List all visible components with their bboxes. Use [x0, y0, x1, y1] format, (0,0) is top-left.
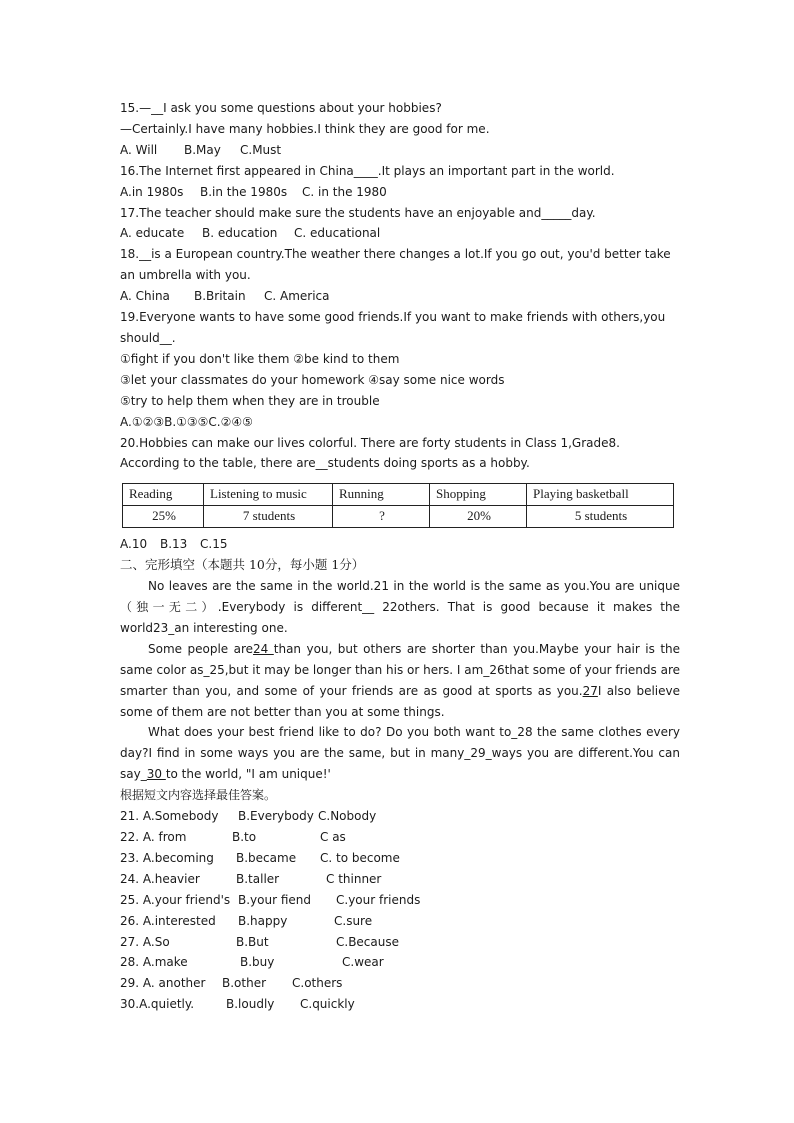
table-cell: 20% [430, 506, 527, 528]
cloze-option-row [120, 806, 680, 827]
cloze-option-row [120, 952, 680, 973]
question-20-line-2: According to the table, there are__students doing sports as a hobby. [120, 456, 530, 471]
option-c: C.Because [336, 934, 399, 949]
passage-text: I also believe some of them are not better than you at some things. [120, 683, 680, 719]
question-19-options: A.①②③B.①③⑤C.②④⑤ [120, 414, 253, 429]
option-c: C.quickly [300, 997, 355, 1012]
option-c: C thinner [326, 871, 382, 886]
question-19-stem: 19.Everyone wants to have some good friends.If you want to make friends with others,you should__. [120, 310, 666, 345]
option-b: B.loudly [226, 997, 275, 1012]
option-b: B.taller [236, 871, 280, 886]
option-a: 22. A. from [120, 830, 187, 844]
question-19-items-3: ⑤try to help them when they are in trouble [120, 393, 380, 408]
passage-paragraph-1: No leaves are the same in the world.21 in the world is the same as you.You are unique（独一无二）.Everybody is different__ 22others. That is good because it makes the world23_an interesting one. [120, 579, 680, 635]
option-b: B.your fiend [238, 892, 312, 907]
option-c: C.15 [200, 537, 228, 552]
table-header-cell: Running [333, 484, 430, 506]
table-header-row [123, 484, 674, 506]
option-b: B.other [222, 976, 267, 991]
hobby-survey-table [122, 483, 674, 528]
question-20-options [120, 534, 680, 555]
option-a: 21. A.Somebody [120, 809, 219, 824]
option-a: A.10 [120, 537, 148, 552]
question-15-line-2: —Certainly.I have many hobbies.I think they are good for me. [120, 121, 490, 136]
option-a: A. educate [120, 226, 185, 241]
question-18-options [120, 286, 680, 307]
option-c: C. America [264, 289, 330, 304]
option-a: 30.A.quietly. [120, 997, 195, 1012]
option-a: 25. A.your friend's [120, 892, 231, 907]
option-c: C as [320, 830, 346, 844]
passage-text: Some people are [148, 641, 254, 656]
table-header-cell: Listening to music [204, 484, 333, 506]
option-a: 28. A.make [120, 955, 188, 970]
passage-paragraph-2 [120, 639, 680, 723]
cloze-option-row [120, 994, 680, 1015]
question-16-options [120, 182, 680, 203]
passage-text: to the world, "I am unique!' [165, 767, 331, 782]
option-b: B.But [236, 934, 269, 949]
option-b: B.13 [160, 537, 188, 552]
option-c: C.Nobody [318, 809, 377, 824]
option-c: C. educational [294, 226, 381, 241]
option-b: B.to [232, 830, 257, 844]
question-15-options [120, 140, 680, 161]
table-header-cell: Reading [123, 484, 204, 506]
option-c: C. in the 1980 [302, 184, 387, 199]
option-a: 29. A. another [120, 976, 206, 991]
blank-30: 30 [146, 767, 166, 782]
option-a: 27. A.So [120, 934, 170, 949]
passage-paragraph-3 [120, 722, 680, 785]
table-row [123, 506, 674, 528]
option-b: B.Britain [194, 289, 246, 304]
question-17-options [120, 223, 680, 244]
table-header-cell: Shopping [430, 484, 527, 506]
option-b: B.May [184, 142, 221, 157]
cloze-option-row [120, 973, 680, 994]
option-b: B.buy [240, 955, 275, 970]
option-c: C.your friends [336, 892, 421, 907]
passage-text: What does your best friend like to do? Do you both want to_28 the same clothes every day?I find in some ways you are the same, but in many_29_ways you are different.You can say_ [120, 725, 680, 782]
exam-page [120, 98, 680, 1015]
option-b: B.happy [238, 913, 288, 928]
option-c: C. to become [320, 850, 400, 865]
option-b: B.became [236, 850, 297, 865]
option-b: B.Everybody [238, 809, 314, 824]
table-cell: 5 students [527, 506, 674, 528]
table-cell: 7 students [204, 506, 333, 528]
option-c: C.others [292, 976, 343, 991]
cloze-option-row [120, 848, 680, 869]
option-c: C.sure [334, 913, 373, 928]
cloze-option-row [120, 869, 680, 890]
option-a: 24. A.heavier [120, 871, 200, 886]
cloze-option-row [120, 890, 680, 911]
passage-text: than you, but others are shorter than you.Maybe your hair is the same color as_25,but it may be longer than his or hers. I am_26that some of your friends are smarter than you, and some of your friends are as good at sports as you. [120, 641, 681, 698]
question-15-line-1: 15.—__I ask you some questions about your hobbies? [120, 101, 442, 115]
question-16-stem: 16.The Internet first appeared in China____.It plays an important part in the world. [120, 163, 615, 178]
question-17-stem: 17.The teacher should make sure the students have an enjoyable and_____day. [120, 205, 596, 220]
blank-24: 24 [253, 641, 274, 656]
question-20-line-1: 20.Hobbies can make our lives colorful. There are forty students in Class 1,Grade8. [120, 435, 620, 450]
option-b: B.in the 1980s [200, 184, 288, 199]
option-b: B. education [202, 226, 278, 241]
option-a: 26. A.interested [120, 913, 216, 928]
section-title: 二、完形填空（本题共 10分，每小题 1分） [120, 557, 365, 573]
question-19-items-2: ③let your classmates do your homework ④say some nice words [120, 372, 505, 387]
table-cell: ? [333, 506, 430, 528]
option-c: C.Must [240, 142, 282, 157]
cloze-option-row [120, 911, 680, 932]
blank-27: 27 [582, 683, 598, 698]
option-c: C.wear [342, 955, 384, 970]
question-19-items-1: ①fight if you don't like them ②be kind to them [120, 351, 400, 366]
option-a: A. Will [120, 142, 158, 157]
table-header-cell: Playing basketball [527, 484, 674, 506]
cloze-option-row [120, 932, 680, 953]
question-18-stem: 18.__is a European country.The weather there changes a lot.If you go out, you'd better take an umbrella with you. [120, 247, 671, 283]
option-a: A.in 1980s [120, 184, 184, 199]
section-instruction: 根据短文内容选择最佳答案。 [120, 788, 277, 803]
cloze-option-row [120, 827, 680, 848]
option-a: A. China [120, 289, 170, 304]
table-cell: 25% [123, 506, 204, 528]
option-a: 23. A.becoming [120, 850, 214, 865]
